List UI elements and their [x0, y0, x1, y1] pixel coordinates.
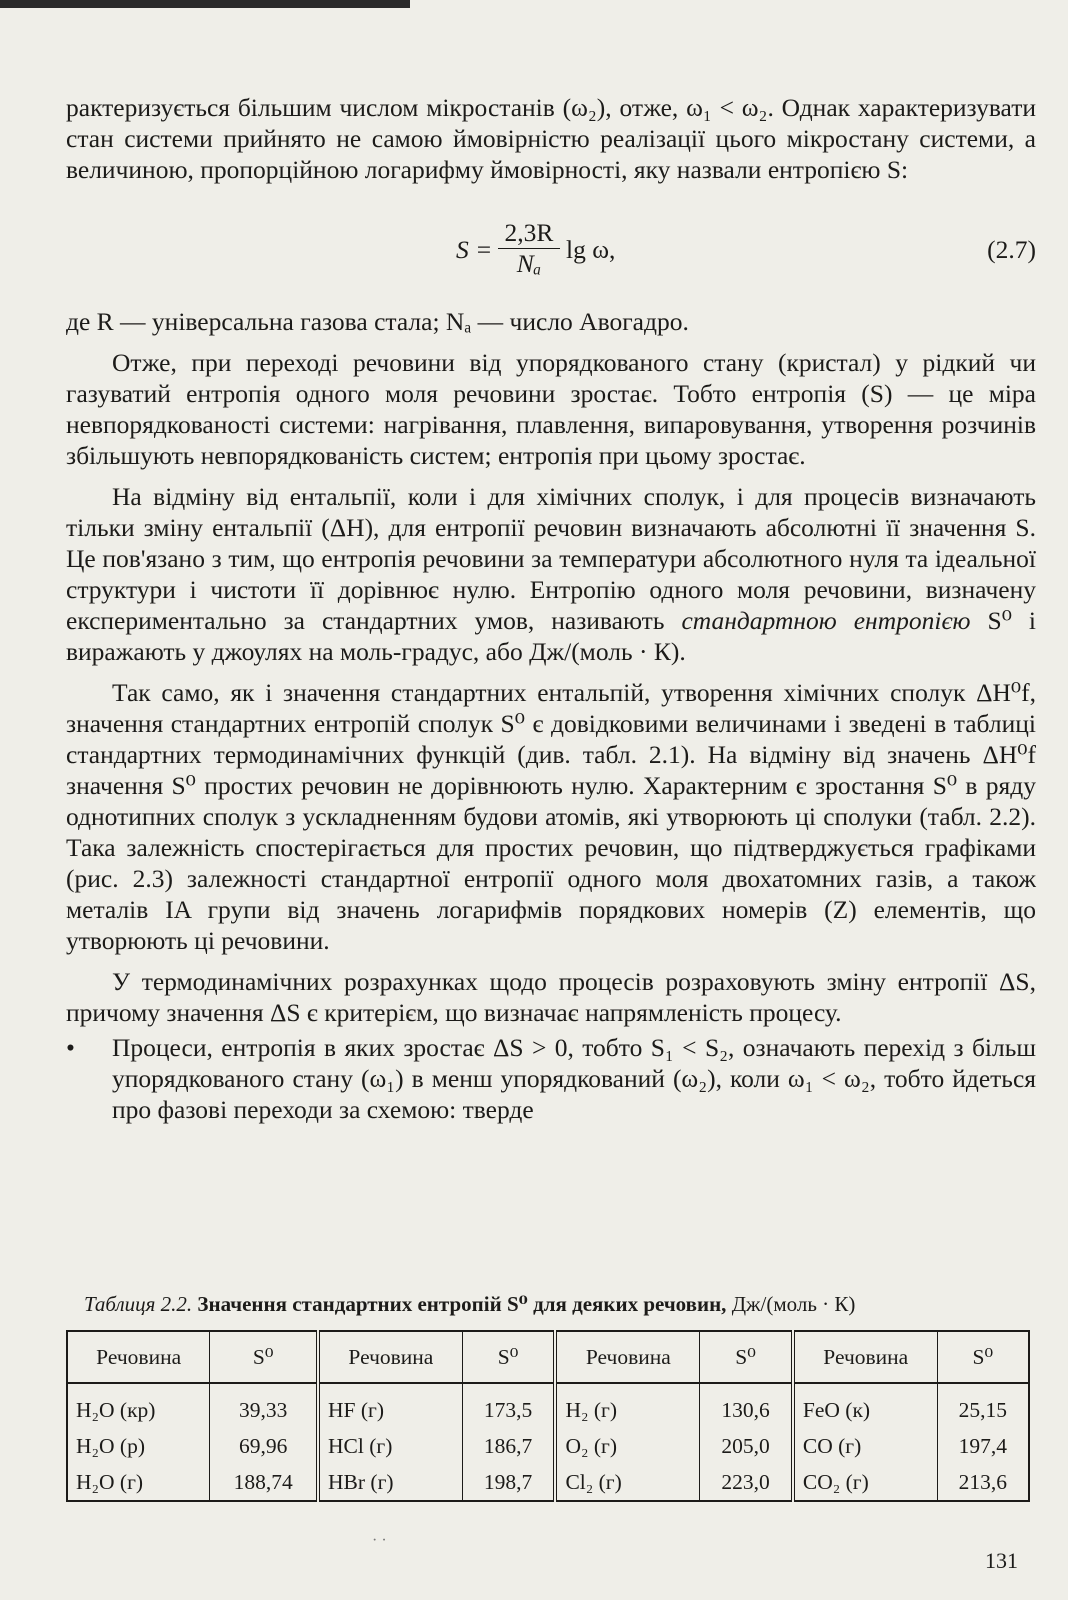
table-cell: H₂O (р) [67, 1428, 210, 1464]
table-cell: 223,0 [700, 1464, 793, 1501]
formula-numerator: 2,3R [498, 218, 560, 249]
table-cell: 130,6 [700, 1383, 793, 1428]
table-caption-unit: Дж/(моль · К) [731, 1292, 856, 1316]
formula-denominator: Nₐ [516, 249, 542, 278]
formula-lhs: S = [456, 235, 493, 264]
formula-number: (2.7) [987, 235, 1036, 264]
table-row [67, 1464, 1029, 1501]
table-header: S⁰ [210, 1331, 318, 1383]
table-caption-label: Таблиця 2.2. [84, 1292, 193, 1316]
table-cell: H₂ (г) [555, 1383, 699, 1428]
paragraph-absolute-entropy [66, 481, 1036, 667]
table-header: Речовина [555, 1331, 699, 1383]
table-caption [84, 1290, 1024, 1318]
bullet-text: Процеси, ентропія в яких зростає ΔS > 0, тобто S₁ < S₂, означають перехід з більш упорядкованого стану (ω₁) в менш упорядкований (ω₂), коли ω₁ < ω₂, тобто йдеться про фазові переходи за схемою: тверде [112, 1033, 1036, 1124]
table-cell: 186,7 [462, 1428, 555, 1464]
table-cell: HCl (г) [318, 1428, 462, 1464]
scan-edge [0, 0, 410, 8]
formula-fraction [498, 218, 560, 279]
table-cell: FeO (к) [793, 1383, 937, 1428]
table-cell: CO (г) [793, 1428, 937, 1464]
table-header: S⁰ [937, 1331, 1029, 1383]
paragraph-entropy-growth: Отже, при переході речовини від упорядкованого стану (кристал) у рідкий чи газуватий ентропія одного моля речовини зростає. Тобто ентропія (S) — це міра невпорядкованості системи: нагрівання, плавлення, випаровування, утворення розчинів збільшують невпорядкованість систем; ентропія при цьому зростає. [66, 348, 1036, 470]
table-header-row [67, 1331, 1029, 1383]
term-standard-entropy: стандартною ентропією [681, 606, 971, 635]
table-cell: CO₂ (г) [793, 1464, 937, 1501]
table-cell: O₂ (г) [555, 1428, 699, 1464]
bullet-icon: • [66, 1033, 75, 1062]
table-cell: HBr (г) [318, 1464, 462, 1501]
paragraph-definitions: де R — універсальна газова стала; Nₐ — число Авогадро. [66, 307, 689, 336]
table-cell: 197,4 [937, 1428, 1029, 1464]
table-caption-title: Значення стандартних ентропій S⁰ для деяких речовин, [197, 1292, 727, 1316]
paragraph-reference-values: Так само, як і значення стандартних ентальпій, утворення хімічних сполук ΔH⁰f, значення стандартних ентропій сполук S⁰ є довідковими величинами і зведені в таблиці стандартних термодинамічних функцій (див. табл. 2.1). На відміну від значень ΔH⁰f значення S⁰ простих речовин не дорівнюють нулю. Характерним є зростання S⁰ в ряду однотипних сполук з ускладненням будови атомів, які утворюють ці сполуки (табл. 2.2). Така залежність спостерігається для простих речовин, що підтверджується графіками (рис. 2.3) залежності стандартної ентропії одного моля двохатомних газів, а також металів IA групи від значень логарифмів порядкових номерів (Z) елементів, що утворюють ці речовини. [66, 678, 1036, 955]
table-cell: 213,6 [937, 1464, 1029, 1501]
table-cell: HF (г) [318, 1383, 462, 1428]
body-text-continued [66, 306, 1036, 1125]
table-header: Речовина [67, 1331, 210, 1383]
table-cell: 173,5 [462, 1383, 555, 1428]
body-text [66, 92, 1036, 185]
table-row [67, 1383, 1029, 1428]
formula-rhs: lg ω, [566, 235, 616, 264]
paragraph-calculations: У термодинамічних розрахунках щодо процесів розраховують зміну ентропії ΔS, причому значення ΔS є критерієм, що визначає напрямленість процесу. [66, 967, 1036, 1027]
table-header: Речовина [318, 1331, 462, 1383]
page-number: 131 [985, 1548, 1018, 1573]
table-row [67, 1428, 1029, 1464]
table-header: Речовина [793, 1331, 937, 1383]
table-cell: 25,15 [937, 1383, 1029, 1428]
table-header: S⁰ [462, 1331, 555, 1383]
formula-block [66, 218, 1036, 288]
bullet-item [66, 1032, 1036, 1125]
table-cell: H₂O (кр) [67, 1383, 210, 1428]
table-cell: H₂O (г) [67, 1464, 210, 1501]
table-cell: 205,0 [700, 1428, 793, 1464]
table-cell: 69,96 [210, 1428, 318, 1464]
table-cell: 198,7 [462, 1464, 555, 1501]
table-cell: 188,74 [210, 1464, 318, 1501]
paragraph-absolute-entropy-a: На відміну від ентальпії, коли і для хімічних сполук, і для процесів визначають тільки зміну ентальпії (ΔH), для ентропії речовин визначають абсолютні її значення S. Це пов'язано з тим, що ентропія речовини за температури абсолютного нуля та ідеальної структури і чистоти її дорівнює нулю. Ентропію одного моля речовини, визначену експериментально за стандартних умов, називають [66, 482, 1036, 635]
paragraph-absolute-entropy-b: S⁰ і виражають у джоулях на моль-градус, або Дж/(моль · К). [66, 606, 1036, 666]
paragraph-intro: рактеризується більшим числом мікростанів (ω₂), отже, ω₁ < ω₂. Однак характеризувати стан системи прийнято не самою ймовірністю реалізації цього мікростану системи, а величиною, пропорційною логарифму ймовірності, яку назвали ентропією S: [66, 93, 1036, 184]
table-cell: 39,33 [210, 1383, 318, 1428]
entropy-table [66, 1330, 1030, 1502]
table-header: S⁰ [700, 1331, 793, 1383]
table-cell: Cl₂ (г) [555, 1464, 699, 1501]
scan-dots: · · [372, 1532, 387, 1549]
